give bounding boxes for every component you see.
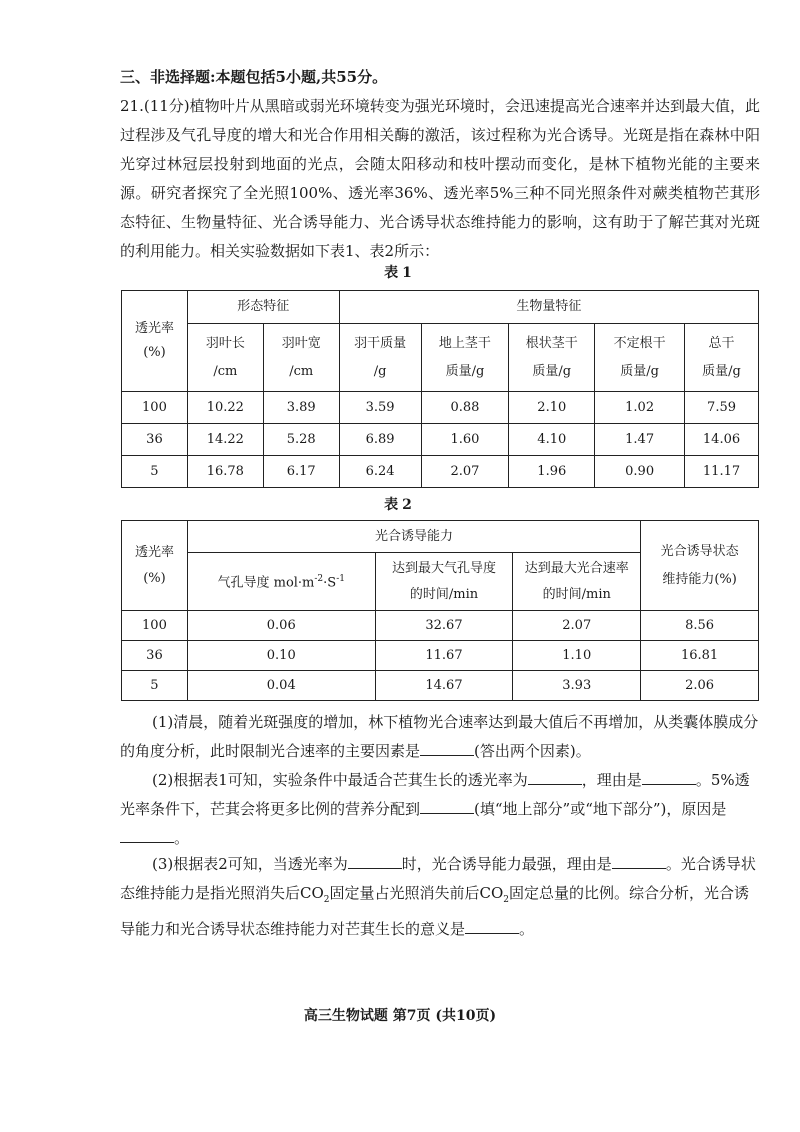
cell: 5 <box>122 456 188 488</box>
table2-caption: 表2 <box>384 497 416 513</box>
cell: 1.02 <box>595 392 685 424</box>
cell: 2.07 <box>421 456 509 488</box>
t1-sub-4-l1: 根状茎干 <box>525 335 578 351</box>
table2-group-induction: 光合诱导能力 <box>187 521 640 553</box>
page-footer: 高三生物试题 第7页 (共10页) <box>303 1008 497 1024</box>
q3-d: 固定量占光照消失前后CO <box>329 884 504 902</box>
cell: 100 <box>122 611 188 641</box>
cell: 2.07 <box>513 611 641 641</box>
table1-group-biomass: 生物量特征 <box>339 291 758 324</box>
t2-sub-2 <box>375 553 513 611</box>
cell: 10.22 <box>187 392 263 424</box>
t1-h0-l1: 透光率 <box>134 321 174 336</box>
t2-sub3-l2: 的时间/min <box>542 586 611 602</box>
t1-h0-l2: (%) <box>143 345 166 360</box>
t2-sub1-mid: ·S <box>323 575 337 591</box>
t1-sub-2-l1: 羽干质量 <box>354 335 407 351</box>
table1-caption: 表1 <box>384 265 416 281</box>
t1-sub-4 <box>509 324 595 392</box>
t2-h0-l1: 透光率 <box>134 544 174 560</box>
t2-last-l1: 光合诱导状态 <box>660 543 739 559</box>
cell: 36 <box>122 424 188 456</box>
cell: 16.81 <box>641 641 759 671</box>
table1-group-morphology: 形态特征 <box>187 291 339 324</box>
t2-h0-l2: (%) <box>143 570 166 586</box>
cell: 6.24 <box>339 456 421 488</box>
t1-sub-1-l1: 羽叶宽 <box>281 335 321 351</box>
cell: 0.90 <box>595 456 685 488</box>
cell: 14.06 <box>685 424 759 456</box>
answer-blank[interactable] <box>642 770 696 785</box>
t1-sub-4-l2: 质量/g <box>532 363 572 379</box>
table-row <box>122 611 759 641</box>
t2-sub1-exp2: -1 <box>336 574 345 585</box>
q3-co2-sub-1: 2 <box>323 895 330 905</box>
t1-sub-3 <box>421 324 509 392</box>
t2-sub-stomatal <box>187 553 375 611</box>
t1-sub-6-l2: 质量/g <box>702 363 741 379</box>
t2-sub-3 <box>513 553 641 611</box>
cell: 6.89 <box>339 424 421 456</box>
cell: 36 <box>122 641 188 671</box>
cell: 32.67 <box>375 611 513 641</box>
q1-a: (1)清晨，随着光斑强度的增加，林下植物光合速率达到最大值后不再增加，从类囊体膜成分的角度分析，此时限制光合速率的主要因素是 <box>120 713 759 760</box>
q3-text <box>120 850 760 944</box>
t1-sub-5 <box>595 324 685 392</box>
cell: 3.59 <box>339 392 421 424</box>
answer-blank[interactable] <box>420 741 474 756</box>
t2-sub1-text: 气孔导度 mol·m <box>217 575 315 591</box>
q2-c: 。5%透光率条件下，芒萁会将更多比例的营养分配到 <box>120 771 750 818</box>
answer-blank[interactable] <box>612 854 666 869</box>
answer-blank[interactable] <box>465 919 519 934</box>
q3-a: (3)根据表2可知，当透光率为 <box>152 855 348 873</box>
cell: 6.17 <box>263 456 339 488</box>
table-row <box>122 392 759 424</box>
cell: 0.04 <box>187 671 375 701</box>
q1-b: (答出两个因素)。 <box>474 742 591 760</box>
cell: 14.22 <box>187 424 263 456</box>
q3-f: 。 <box>519 920 535 938</box>
q3-e: 固定总量的比例。综合分析，光合诱导能力和光合诱导状态维持能力对芒萁生长的意义是 <box>120 884 750 938</box>
cell: 16.78 <box>187 456 263 488</box>
q2-e: 。 <box>174 829 190 847</box>
answer-blank[interactable] <box>348 854 402 869</box>
cell: 1.10 <box>513 641 641 671</box>
t1-sub-5-l1: 不定根干 <box>613 335 666 351</box>
cell: 3.93 <box>513 671 641 701</box>
cell: 7.59 <box>685 392 759 424</box>
q3-b: 时，光合诱导能力最强，理由是 <box>401 855 612 873</box>
cell: 5 <box>122 671 188 701</box>
t1-sub-2-l2: /g <box>373 363 387 379</box>
q2-d: (填“地上部分”或“地下部分”)，原因是 <box>474 800 727 818</box>
answer-blank[interactable] <box>528 770 582 785</box>
t1-sub-5-l2: 质量/g <box>620 363 659 379</box>
question-part-3 <box>120 850 760 944</box>
table-row <box>122 456 759 488</box>
t1-sub-3-l2: 质量/g <box>445 363 485 379</box>
cell: 1.47 <box>595 424 685 456</box>
cell: 14.67 <box>375 671 513 701</box>
question-21-intro <box>120 92 760 266</box>
t2-last-l2: 维持能力(%) <box>662 571 737 587</box>
cell: 1.96 <box>509 456 595 488</box>
t2-sub1-exp1: -2 <box>314 574 324 585</box>
t1-sub-6-l1: 总干 <box>708 335 735 351</box>
cell: 4.10 <box>509 424 595 456</box>
t2-sub2-l2: 的时间/min <box>409 586 479 602</box>
cell: 100 <box>122 392 188 424</box>
table2-header-maintenance <box>641 521 759 611</box>
t1-sub-0-l1: 羽叶长 <box>205 335 245 351</box>
cell: 11.67 <box>375 641 513 671</box>
table-row <box>122 671 759 701</box>
q2-text <box>120 766 760 853</box>
q2-a: (2)根据表1可知，实验条件中最适合芒萁生长的透光率为 <box>152 771 528 789</box>
q1-text <box>120 708 760 766</box>
cell: 1.60 <box>421 424 509 456</box>
t1-sub-6 <box>685 324 759 392</box>
cell: 8.56 <box>641 611 759 641</box>
answer-blank[interactable] <box>120 828 174 843</box>
table-row <box>122 641 759 671</box>
cell: 0.88 <box>421 392 509 424</box>
cell: 2.06 <box>641 671 759 701</box>
t1-sub-2 <box>339 324 421 392</box>
answer-blank[interactable] <box>420 799 474 814</box>
t2-sub2-l1: 达到最大气孔导度 <box>391 560 496 576</box>
table1-header-transmittance <box>122 291 188 392</box>
question-part-1 <box>120 708 760 766</box>
t1-sub-0 <box>187 324 263 392</box>
table2-header-transmittance <box>122 521 188 611</box>
intro-text: 21.(11分)植物叶片从黑暗或弱光环境转变为强光环境时，会迅速提高光合速率并达到最大值，此过程涉及气孔导度的增大和光合作用相关酶的激活，该过程称为光合诱导。光斑是指在森林中阳光穿过林冠层投射到地面的光点，会随太阳移动和枝叶摆动而变化，是林下植物光能的主要来源。研究者探究了全光照100%、透光率36%、透光率5%三种不同光照条件对蕨类植物芒萁形态特征、生物量特征、光合诱导能力、光合诱导状态维持能力的影响，这有助于了解芒萁对光斑的利用能力。相关实验数据如下表1、表2所示： <box>120 97 760 260</box>
table1 <box>121 290 759 488</box>
t1-sub-1 <box>263 324 339 392</box>
t1-sub-0-l2: /cm <box>213 363 238 379</box>
cell: 2.10 <box>509 392 595 424</box>
table-row <box>122 424 759 456</box>
cell: 0.10 <box>187 641 375 671</box>
cell: 5.28 <box>263 424 339 456</box>
cell: 0.06 <box>187 611 375 641</box>
cell: 3.89 <box>263 392 339 424</box>
section-title: 三、非选择题:本题包括5小题,共55分。 <box>120 68 388 86</box>
cell: 11.17 <box>685 456 759 488</box>
q3-co2-sub-2: 2 <box>503 895 510 905</box>
question-part-2 <box>120 766 760 853</box>
t2-sub3-l1: 达到最大光合速率 <box>524 560 629 576</box>
t1-sub-1-l2: /cm <box>289 363 314 379</box>
q3-c: 。光合诱导状态维持能力是指光照消失后CO <box>120 855 756 902</box>
table2 <box>121 520 759 701</box>
q2-b: ，理由是 <box>581 771 642 789</box>
t1-sub-3-l1: 地上茎干 <box>438 335 491 351</box>
